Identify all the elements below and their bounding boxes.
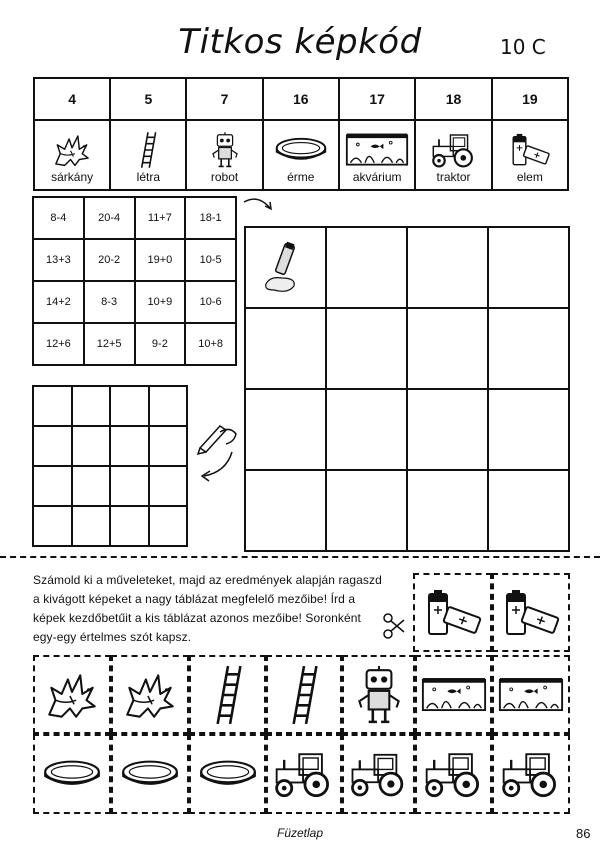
key-number: 18 [415, 78, 491, 120]
letter-cell[interactable] [72, 466, 111, 506]
operation-cell: 10+9 [135, 281, 186, 323]
cutout-ladder[interactable] [189, 655, 266, 734]
letter-grid [32, 385, 188, 547]
cutout-coin[interactable] [33, 734, 111, 814]
cutout-dragon[interactable] [111, 655, 189, 734]
picture-cell[interactable] [407, 227, 488, 308]
letter-cell[interactable] [149, 466, 188, 506]
coin-icon [119, 758, 181, 790]
key-cell-battery [492, 120, 568, 190]
cutout-coin[interactable] [189, 734, 266, 814]
operation-cell: 8-3 [84, 281, 135, 323]
letter-cell[interactable] [33, 426, 72, 466]
cutout-aquarium[interactable] [492, 655, 570, 734]
glue-stick-icon [262, 240, 312, 296]
cutout-robot[interactable] [342, 655, 415, 734]
letter-cell[interactable] [72, 426, 111, 466]
picture-cell[interactable] [245, 227, 326, 308]
picture-grid [244, 226, 570, 552]
key-label: traktor [436, 169, 471, 184]
picture-cell[interactable] [407, 470, 488, 551]
key-number: 16 [263, 78, 339, 120]
aquarium-icon [345, 131, 409, 169]
operation-cell: 10-5 [185, 239, 236, 281]
footer-brand: Füzetlap [276, 826, 324, 840]
operation-cell: 9-2 [135, 323, 186, 365]
page-title: Titkos képkód [178, 22, 422, 62]
picture-cell[interactable] [245, 470, 326, 551]
picture-cell[interactable] [326, 389, 407, 470]
letter-cell[interactable] [149, 426, 188, 466]
page-number: 86 [576, 826, 591, 841]
battery-icon [501, 587, 561, 639]
key-label: akvárium [352, 169, 402, 184]
battery-icon [509, 131, 551, 169]
cutout-dragon[interactable] [33, 655, 111, 734]
key-label: robot [210, 169, 239, 184]
letter-cell[interactable] [110, 426, 149, 466]
letter-cell[interactable] [72, 386, 111, 426]
letter-cell[interactable] [33, 386, 72, 426]
robot-icon [353, 664, 405, 726]
key-label: sárkány [51, 169, 94, 184]
picture-cell[interactable] [326, 227, 407, 308]
scissors-icon [382, 612, 408, 642]
key-cell-dragon [34, 120, 110, 190]
coin-icon [197, 758, 259, 790]
cutout-battery[interactable] [492, 573, 570, 652]
cutout-ladder[interactable] [266, 655, 342, 734]
key-label: érme [287, 169, 315, 184]
coin-icon [273, 131, 329, 169]
key-cell-tractor [415, 120, 491, 190]
ladder-icon [206, 664, 250, 726]
key-label: létra [136, 169, 161, 184]
picture-cell[interactable] [488, 389, 569, 470]
key-number: 19 [492, 78, 568, 120]
cutout-tractor[interactable] [342, 734, 415, 814]
operation-cell: 20-4 [84, 197, 135, 239]
letter-cell[interactable] [110, 466, 149, 506]
aquarium-icon [498, 675, 564, 715]
operation-cell: 8-4 [33, 197, 84, 239]
worksheet-code: 10 C [500, 35, 546, 59]
pencil-hand-icon [196, 416, 240, 482]
key-label: elem [516, 169, 543, 184]
operation-cell: 19+0 [135, 239, 186, 281]
tractor-icon [498, 749, 564, 799]
picture-cell[interactable] [245, 389, 326, 470]
cutout-coin[interactable] [111, 734, 189, 814]
curved-arrow-icon [240, 196, 280, 218]
key-cell-coin [263, 120, 339, 190]
key-number: 7 [186, 78, 262, 120]
letter-cell[interactable] [149, 506, 188, 546]
cutout-battery[interactable] [413, 573, 492, 652]
cutout-tractor[interactable] [266, 734, 342, 814]
picture-cell[interactable] [326, 470, 407, 551]
ladder-icon [133, 131, 163, 169]
picture-key-table [33, 77, 569, 191]
letter-cell[interactable] [149, 386, 188, 426]
cutout-tractor[interactable] [415, 734, 492, 814]
operation-cell: 10+8 [185, 323, 236, 365]
ladder-icon [282, 664, 326, 726]
picture-cell[interactable] [407, 308, 488, 389]
letter-cell[interactable] [72, 506, 111, 546]
robot-icon [209, 131, 241, 169]
picture-cell[interactable] [488, 227, 569, 308]
key-number: 4 [34, 78, 110, 120]
cut-line [0, 556, 600, 558]
key-cell-ladder [110, 120, 186, 190]
letter-cell[interactable] [110, 386, 149, 426]
picture-cell[interactable] [407, 389, 488, 470]
dragon-icon [50, 131, 94, 169]
picture-cell[interactable] [488, 308, 569, 389]
operation-cell: 20-2 [84, 239, 135, 281]
operation-cell: 12+5 [84, 323, 135, 365]
operation-cell: 11+7 [135, 197, 186, 239]
dragon-icon [119, 668, 181, 722]
key-number: 5 [110, 78, 186, 120]
key-cell-robot [186, 120, 262, 190]
tractor-icon [271, 749, 337, 799]
battery-icon [423, 587, 483, 639]
tractor-icon [429, 131, 479, 169]
operation-cell: 13+3 [33, 239, 84, 281]
picture-cell[interactable] [245, 308, 326, 389]
key-number: 17 [339, 78, 415, 120]
letter-cell[interactable] [33, 466, 72, 506]
dragon-icon [41, 668, 103, 722]
operation-cell: 12+6 [33, 323, 84, 365]
picture-cell[interactable] [326, 308, 407, 389]
operation-cell: 10-6 [185, 281, 236, 323]
tractor-icon [421, 749, 487, 799]
picture-cell[interactable] [488, 470, 569, 551]
operation-cell: 18-1 [185, 197, 236, 239]
letter-cell[interactable] [33, 506, 72, 546]
instructions-text: Számold ki a műveleteket, majd az eredmények alapján ragaszd a kivágott képeket a nagy táblázat megfelelő mezőibe! Írd a képek kezdőbetűit a kis táblázat azonos mezőibe! Soronként egy-egy értelmes szót kapsz. [33, 573, 382, 644]
letter-cell[interactable] [110, 506, 149, 546]
tractor-icon [347, 749, 411, 799]
operation-cell: 14+2 [33, 281, 84, 323]
cutout-tractor[interactable] [492, 734, 570, 814]
cutout-aquarium[interactable] [415, 655, 492, 734]
key-cell-aquarium [339, 120, 415, 190]
aquarium-icon [421, 675, 487, 715]
operations-grid [32, 196, 237, 366]
coin-icon [41, 758, 103, 790]
